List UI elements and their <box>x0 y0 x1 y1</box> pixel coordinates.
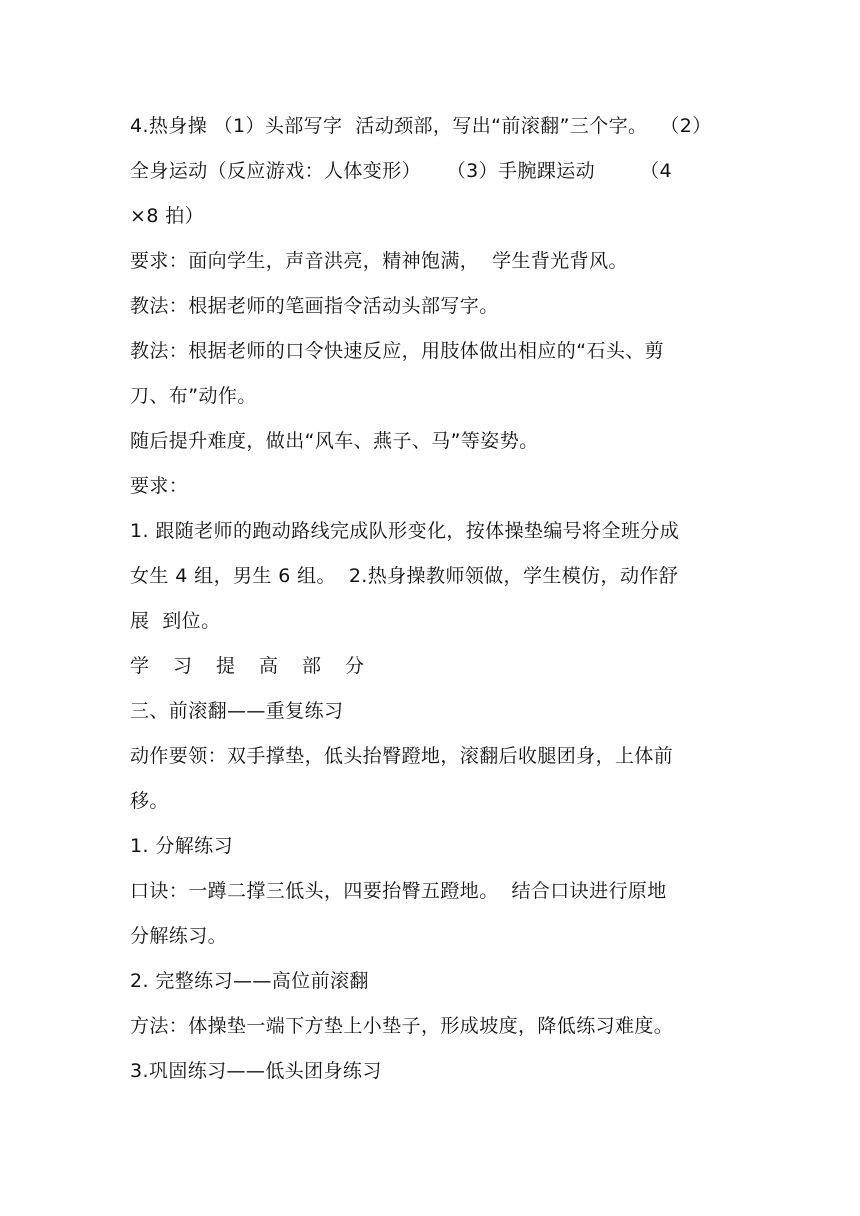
text-line-req-1: 1. 跟随老师的跑动路线完成队形变化，按体操垫编号将全班分成 <box>130 520 680 542</box>
text-line-req-1-end: 展 到位。 <box>130 610 221 632</box>
text-line-difficulty: 随后提升难度，做出“风车、燕子、马”等姿势。 <box>130 430 539 452</box>
text-line-beats: ×8 拍） <box>130 205 205 227</box>
text-line-method-reaction-cont: 刀、布”动作。 <box>130 385 257 407</box>
text-line-method-mat: 方法：体操垫一端下方垫上小垫子，形成坡度，降低练习难度。 <box>130 1015 674 1037</box>
document-body <box>130 104 730 1094</box>
text-line-step-1: 1. 分解练习 <box>130 835 233 857</box>
text-line-warmup-cont: 全身运动（反应游戏：人体变形） （3）手腕踝运动 （4 <box>130 160 673 182</box>
text-line-step-2: 2. 完整练习——高位前滚翻 <box>130 970 369 992</box>
text-line-section-three: 三、前滚翻——重复练习 <box>130 700 344 722</box>
text-line-rhyme-cont: 分解练习。 <box>130 925 228 947</box>
text-line-requirement: 要求：面向学生，声音洪亮，精神饱满， 学生背光背风。 <box>130 250 628 272</box>
text-line-essentials: 动作要领：双手撑垫，低头抬臀蹬地，滚翻后收腿团身，上体前 <box>130 745 674 767</box>
text-line-requirement-heading: 要求： <box>130 475 189 497</box>
text-line-req-1-cont: 女生 4 组，男生 6 组。 2.热身操教师领做，学生模仿，动作舒 <box>130 565 679 587</box>
section-heading: 学习提高部分 <box>130 655 389 677</box>
text-line-essentials-cont: 移。 <box>130 790 169 812</box>
text-line-warmup: 4.热身操 （1）头部写字 活动颈部，写出“前滚翻”三个字。 （2） <box>130 115 712 137</box>
text-line-method-reaction: 教法：根据老师的口令快速反应，用肢体做出相应的“石头、剪 <box>130 340 665 362</box>
text-line-step-3: 3.巩固练习——低头团身练习 <box>130 1060 382 1082</box>
text-line-method-head: 教法：根据老师的笔画指令活动头部写字。 <box>130 295 499 317</box>
text-line-rhyme: 口诀：一蹲二撑三低头，四要抬臀五蹬地。 结合口诀进行原地 <box>130 880 667 902</box>
